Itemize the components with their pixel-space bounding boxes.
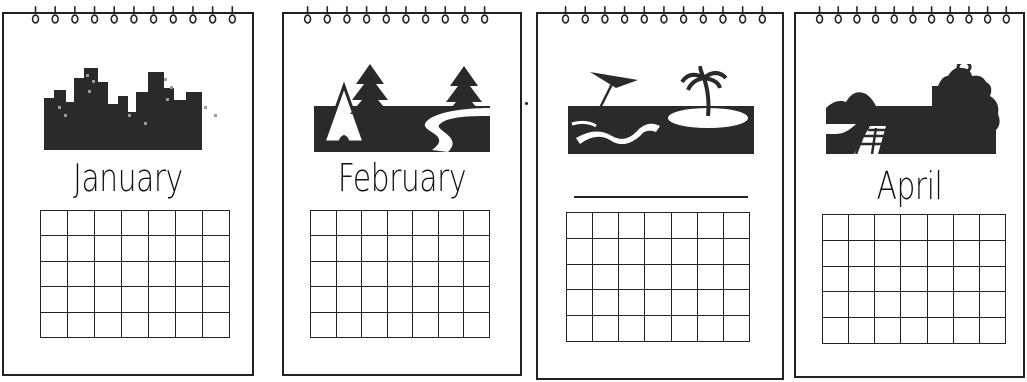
date-grid — [566, 212, 750, 342]
day-cell — [176, 261, 203, 286]
day-cell — [953, 292, 979, 318]
day-cell — [619, 290, 645, 316]
day-cell — [671, 238, 697, 264]
day-cell — [979, 240, 1005, 266]
day-cell — [387, 211, 413, 236]
day-cell — [645, 238, 671, 264]
day-cell — [593, 213, 619, 239]
month-label: April — [876, 164, 943, 208]
day-cell — [901, 240, 927, 266]
spiral-binding — [284, 2, 520, 36]
day-cell — [927, 240, 953, 266]
day-cell — [901, 318, 927, 344]
calendar-april — [794, 12, 1025, 378]
day-cell — [176, 236, 203, 261]
day-cell — [849, 292, 875, 318]
day-cell — [362, 287, 388, 312]
day-cell — [438, 211, 464, 236]
day-cell — [68, 236, 95, 261]
day-cell — [953, 240, 979, 266]
day-cell — [122, 312, 149, 337]
day-cell — [823, 215, 849, 241]
day-cell — [203, 211, 230, 236]
day-cell — [875, 215, 901, 241]
day-cell — [697, 238, 723, 264]
day-cell — [567, 264, 593, 290]
day-cell — [619, 238, 645, 264]
day-cell — [122, 211, 149, 236]
day-cell — [979, 318, 1005, 344]
day-cell — [203, 236, 230, 261]
binding-ring — [33, 6, 39, 23]
day-cell — [203, 287, 230, 312]
day-cell — [645, 290, 671, 316]
day-cell — [95, 287, 122, 312]
month-label: January — [73, 156, 183, 200]
day-cell — [901, 292, 927, 318]
day-cell — [149, 287, 176, 312]
date-grid — [822, 214, 1006, 344]
day-cell — [567, 316, 593, 342]
spiral-binding — [538, 2, 782, 36]
day-cell — [671, 290, 697, 316]
day-cell — [149, 261, 176, 286]
day-cell — [95, 312, 122, 337]
day-cell — [671, 316, 697, 342]
day-cell — [464, 236, 490, 261]
day-cell — [901, 266, 927, 292]
day-cell — [203, 261, 230, 286]
day-cell — [979, 215, 1005, 241]
day-cell — [438, 287, 464, 312]
day-cell — [41, 236, 68, 261]
day-cell — [203, 312, 230, 337]
day-cell — [387, 236, 413, 261]
day-cell — [979, 292, 1005, 318]
day-cell — [413, 236, 439, 261]
day-cell — [671, 213, 697, 239]
day-cell — [671, 264, 697, 290]
day-cell — [953, 318, 979, 344]
day-cell — [593, 316, 619, 342]
day-cell — [149, 211, 176, 236]
day-cell — [438, 261, 464, 286]
calendar-february — [282, 12, 522, 376]
day-cell — [697, 316, 723, 342]
day-cell — [122, 261, 149, 286]
day-cell — [413, 287, 439, 312]
month-label-blank-line — [574, 196, 748, 198]
day-cell — [95, 261, 122, 286]
day-cell — [697, 290, 723, 316]
day-cell — [41, 287, 68, 312]
day-cell — [645, 264, 671, 290]
day-cell — [723, 238, 749, 264]
day-cell — [849, 215, 875, 241]
day-cell — [336, 261, 362, 286]
day-cell — [849, 266, 875, 292]
day-cell — [464, 312, 490, 337]
city-skyline-illustration — [44, 62, 236, 150]
day-cell — [68, 261, 95, 286]
mountain-trees-illustration — [314, 64, 490, 152]
day-cell — [875, 292, 901, 318]
day-cell — [723, 264, 749, 290]
day-cell — [311, 236, 337, 261]
spiral-binding — [4, 2, 252, 36]
day-cell — [387, 261, 413, 286]
day-cell — [311, 312, 337, 337]
day-cell — [176, 287, 203, 312]
day-cell — [362, 261, 388, 286]
day-cell — [336, 236, 362, 261]
day-cell — [723, 290, 749, 316]
day-cell — [697, 264, 723, 290]
day-cell — [149, 312, 176, 337]
day-cell — [619, 316, 645, 342]
day-cell — [593, 238, 619, 264]
day-cell — [438, 236, 464, 261]
day-cell — [593, 290, 619, 316]
date-grid — [40, 210, 230, 338]
day-cell — [823, 266, 849, 292]
day-cell — [362, 236, 388, 261]
day-cell — [823, 292, 849, 318]
garden-path-illustration — [826, 64, 1008, 154]
month-label: February — [337, 156, 467, 200]
day-cell — [336, 287, 362, 312]
day-cell — [723, 316, 749, 342]
day-cell — [95, 211, 122, 236]
day-cell — [176, 211, 203, 236]
day-cell — [593, 264, 619, 290]
calendar-blank-month — [536, 12, 784, 380]
day-cell — [645, 213, 671, 239]
day-cell — [41, 312, 68, 337]
day-cell — [849, 318, 875, 344]
day-cell — [311, 287, 337, 312]
day-cell — [567, 238, 593, 264]
day-cell — [927, 318, 953, 344]
day-cell — [953, 215, 979, 241]
day-cell — [413, 312, 439, 337]
day-cell — [619, 213, 645, 239]
day-cell — [311, 211, 337, 236]
beach-island-illustration — [568, 66, 754, 154]
day-cell — [438, 312, 464, 337]
day-cell — [336, 211, 362, 236]
day-cell — [927, 266, 953, 292]
date-grid — [310, 210, 490, 338]
calendar-january — [2, 12, 254, 376]
day-cell — [464, 287, 490, 312]
day-cell — [362, 312, 388, 337]
day-cell — [176, 312, 203, 337]
day-cell — [567, 213, 593, 239]
day-cell — [927, 292, 953, 318]
day-cell — [122, 236, 149, 261]
day-cell — [464, 261, 490, 286]
speck — [525, 102, 528, 105]
day-cell — [875, 266, 901, 292]
day-cell — [95, 236, 122, 261]
day-cell — [311, 261, 337, 286]
day-cell — [362, 211, 388, 236]
day-cell — [413, 211, 439, 236]
day-cell — [413, 261, 439, 286]
day-cell — [875, 240, 901, 266]
day-cell — [68, 211, 95, 236]
day-cell — [387, 287, 413, 312]
day-cell — [901, 215, 927, 241]
day-cell — [823, 240, 849, 266]
day-cell — [849, 240, 875, 266]
day-cell — [41, 211, 68, 236]
day-cell — [645, 316, 671, 342]
day-cell — [68, 287, 95, 312]
day-cell — [927, 215, 953, 241]
day-cell — [336, 312, 362, 337]
day-cell — [823, 318, 849, 344]
day-cell — [464, 211, 490, 236]
day-cell — [68, 312, 95, 337]
day-cell — [149, 236, 176, 261]
day-cell — [122, 287, 149, 312]
day-cell — [979, 266, 1005, 292]
day-cell — [953, 266, 979, 292]
day-cell — [41, 261, 68, 286]
day-cell — [387, 312, 413, 337]
spiral-binding — [796, 2, 1023, 36]
day-cell — [619, 264, 645, 290]
day-cell — [875, 318, 901, 344]
day-cell — [697, 213, 723, 239]
day-cell — [567, 290, 593, 316]
day-cell — [723, 213, 749, 239]
